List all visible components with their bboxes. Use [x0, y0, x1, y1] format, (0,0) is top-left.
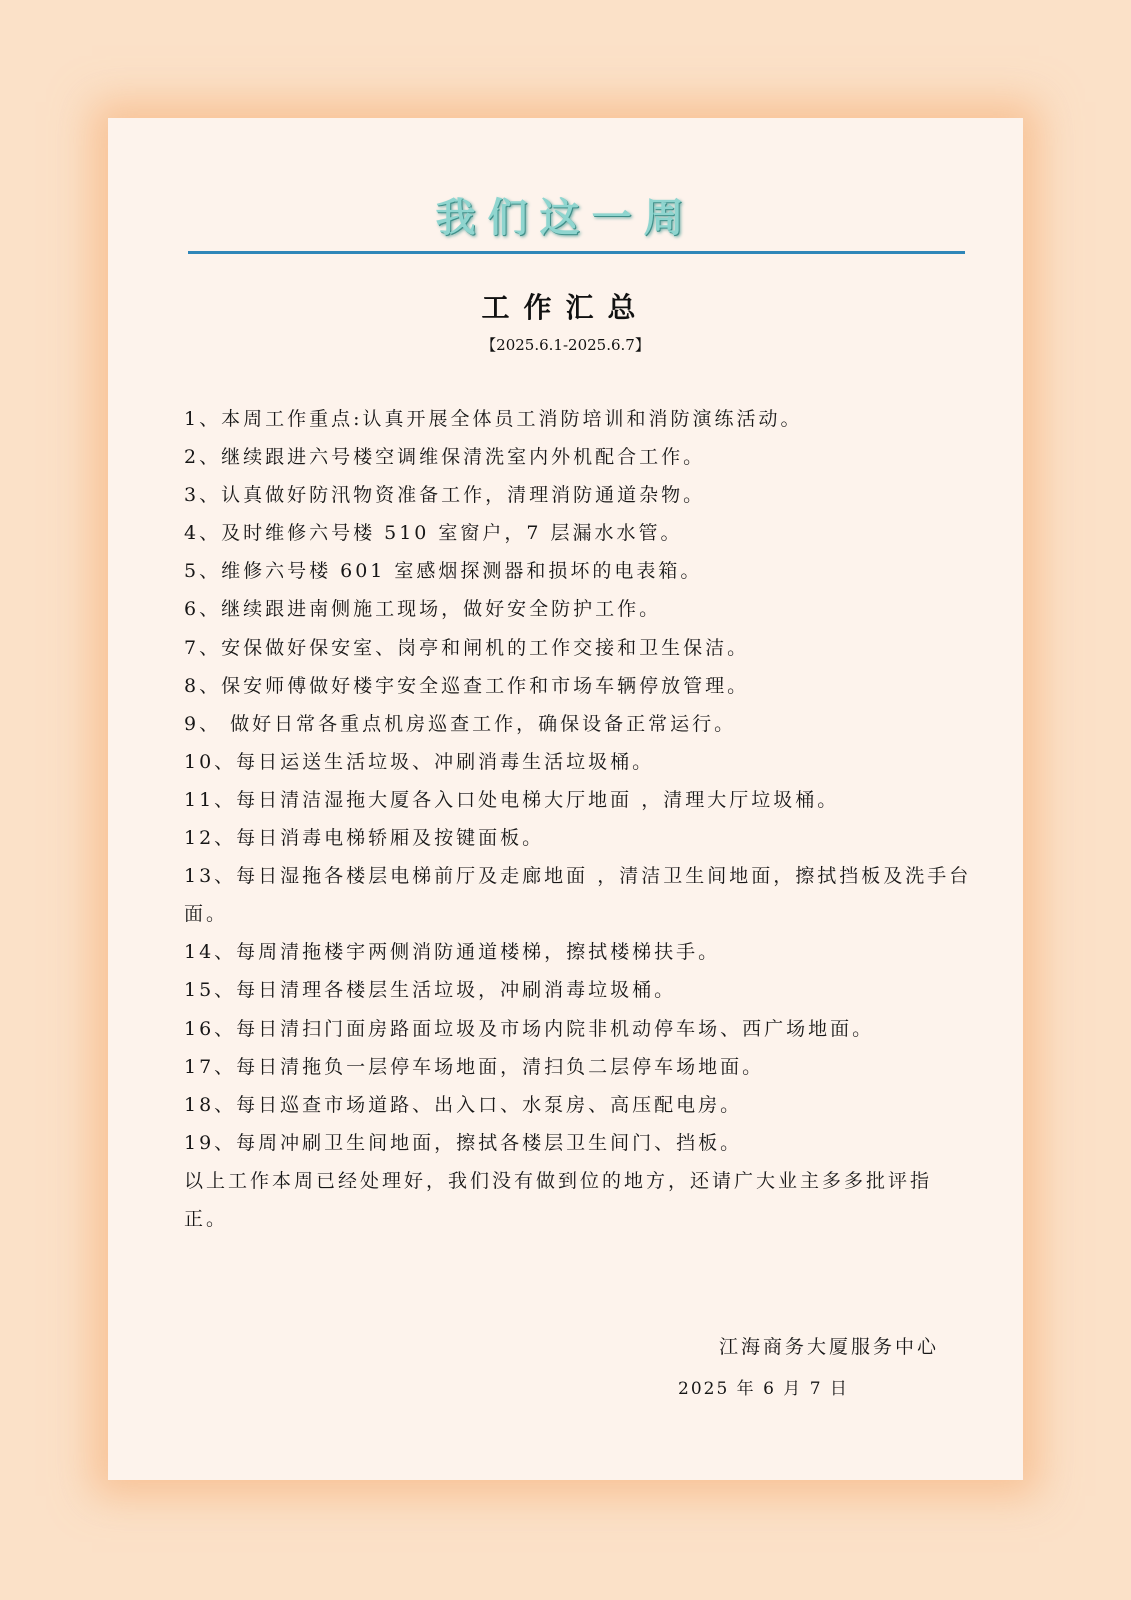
- list-item: 4、及时维修六号楼 510 室窗户，7 层漏水水管。: [184, 522, 683, 545]
- list-item: 7、安保做好保安室、岗亭和闸机的工作交接和卫生保洁。: [184, 636, 750, 659]
- list-item: 13、每日湿拖各楼层电梯前厅及走廊地面 ，清洁卫生间地面，擦拭挡板及洗手台面。: [184, 865, 972, 926]
- list-item: 8、保安师傅做好楼宇安全巡查工作和市场车辆停放管理。: [184, 674, 750, 697]
- title-divider: [188, 251, 965, 254]
- list-item: 14、每周清拖楼宇两侧消防通道楼梯，擦拭楼梯扶手。: [184, 941, 721, 964]
- list-item: 11、每日清洁湿拖大厦各入口处电梯大厅地面 ，清理大厅垃圾桶。: [184, 788, 840, 811]
- list-item: 3、认真做好防汛物资准备工作，清理消防通道杂物。: [184, 484, 706, 507]
- list-item: 6、继续跟进南侧施工现场，做好安全防护工作。: [184, 598, 662, 621]
- list-item: 10、每日运送生活垃圾、冲刷消毒生活垃圾桶。: [184, 750, 655, 773]
- date-range: 【2025.6.1-2025.6.7】: [481, 336, 650, 354]
- work-list: [184, 400, 974, 1238]
- signature: 江海商务大厦服务中心: [718, 1336, 939, 1358]
- list-item: 16、每日清扫门面房路面垃圾及市场内院非机动停车场、西广场地面。: [184, 1017, 875, 1040]
- list-item: 15、每日清理各楼层生活垃圾，冲刷消毒垃圾桶。: [184, 979, 677, 1002]
- list-item: 18、每日巡查市场道路、出入口、水泵房、高压配电房。: [184, 1093, 743, 1116]
- list-item: 9、 做好日常各重点机房巡查工作，确保设备正常运行。: [184, 712, 737, 735]
- closing-note: 以上工作本周已经处理好，我们没有做到位的地方，还请广大业主多多批评指正。: [184, 1169, 933, 1230]
- list-item: 5、维修六号楼 601 室感烟探测器和损坏的电表箱。: [184, 560, 703, 583]
- list-item: 12、每日消毒电梯轿厢及按键面板。: [184, 827, 545, 850]
- banner-title: 我们这一周: [435, 195, 696, 241]
- document-paper: [108, 118, 1023, 1480]
- list-item: 1、本周工作重点:认真开展全体员工消防培训和消防演练活动。: [184, 408, 803, 430]
- signature-date: 2025 年 6 月 7 日: [678, 1379, 849, 1399]
- list-item: 19、每周冲刷卫生间地面，擦拭各楼层卫生间门、挡板。: [184, 1131, 743, 1154]
- list-item: 2、继续跟进六号楼空调维保清洗室内外机配合工作。: [184, 446, 706, 469]
- list-item: 17、每日清拖负一层停车场地面，清扫负二层停车场地面。: [184, 1055, 765, 1078]
- page-title: 工作汇总: [481, 291, 650, 324]
